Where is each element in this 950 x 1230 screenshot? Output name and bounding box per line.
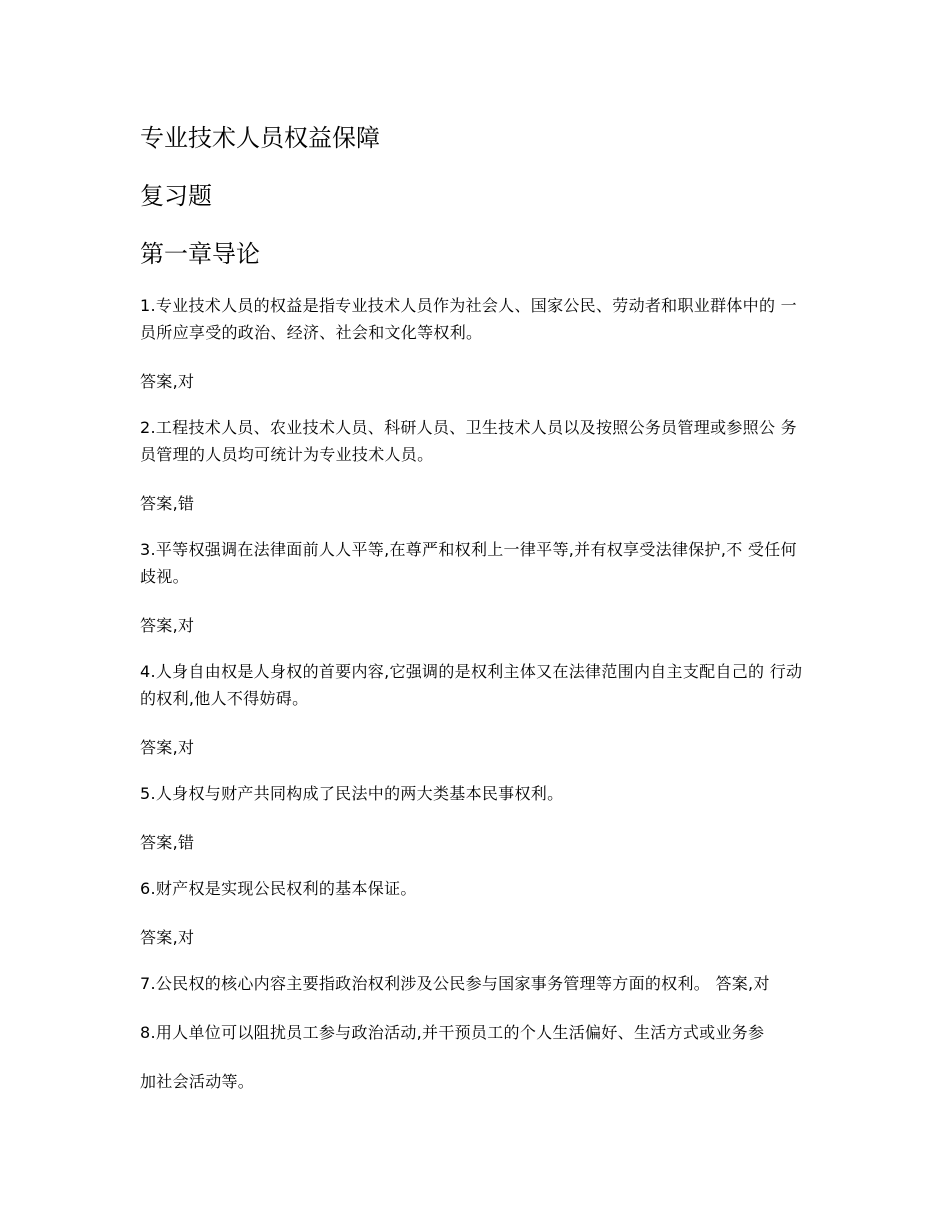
chapter-heading: 第一章导论 [140,240,260,268]
document-title: 专业技术人员权益保障 [140,124,380,152]
question-5: 5.人身权与财产共同构成了民法中的两大类基本民事权利。 [140,784,564,803]
question-3: 3.平等权强调在法律面前人人平等,在尊严和权利上一律平等,并有权享受法律保护,不 受任何歧视。 [140,540,797,586]
question-1: 1.专业技术人员的权益是指专业技术人员作为社会人、国家公民、劳动者和职业群体中的 一员所应享受的政治、经济、社会和文化等权利。 [140,296,797,342]
question-6: 6.财产权是实现公民权利的基本保证。 [140,879,417,898]
answer-2: 答案,错 [140,494,195,513]
question-7: 7.公民权的核心内容主要指政治权利涉及公民参与国家事务管理等方面的权利。 答案,对 [140,974,770,993]
document-subtitle: 复习题 [140,182,212,210]
answer-6: 答案,对 [140,928,195,947]
answer-1: 答案,对 [140,372,195,391]
question-2: 2.工程技术人员、农业技术人员、科研人员、卫生技术人员以及按照公务员管理或参照公 务员管理的人员均可统计为专业技术人员。 [140,418,797,464]
answer-3: 答案,对 [140,616,195,635]
question-8-continuation: 加社会活动等。 [140,1072,255,1091]
answer-5: 答案,错 [140,833,195,852]
question-8: 8.用人单位可以阻扰员工参与政治活动,并干预员工的个人生活偏好、生活方式或业务参 [140,1023,765,1042]
answer-4: 答案,对 [140,738,195,757]
question-4: 4.人身自由权是人身权的首要内容,它强调的是权利主体又在法律范围内自主支配自己的 行动的权利,他人不得妨碍。 [140,662,803,708]
